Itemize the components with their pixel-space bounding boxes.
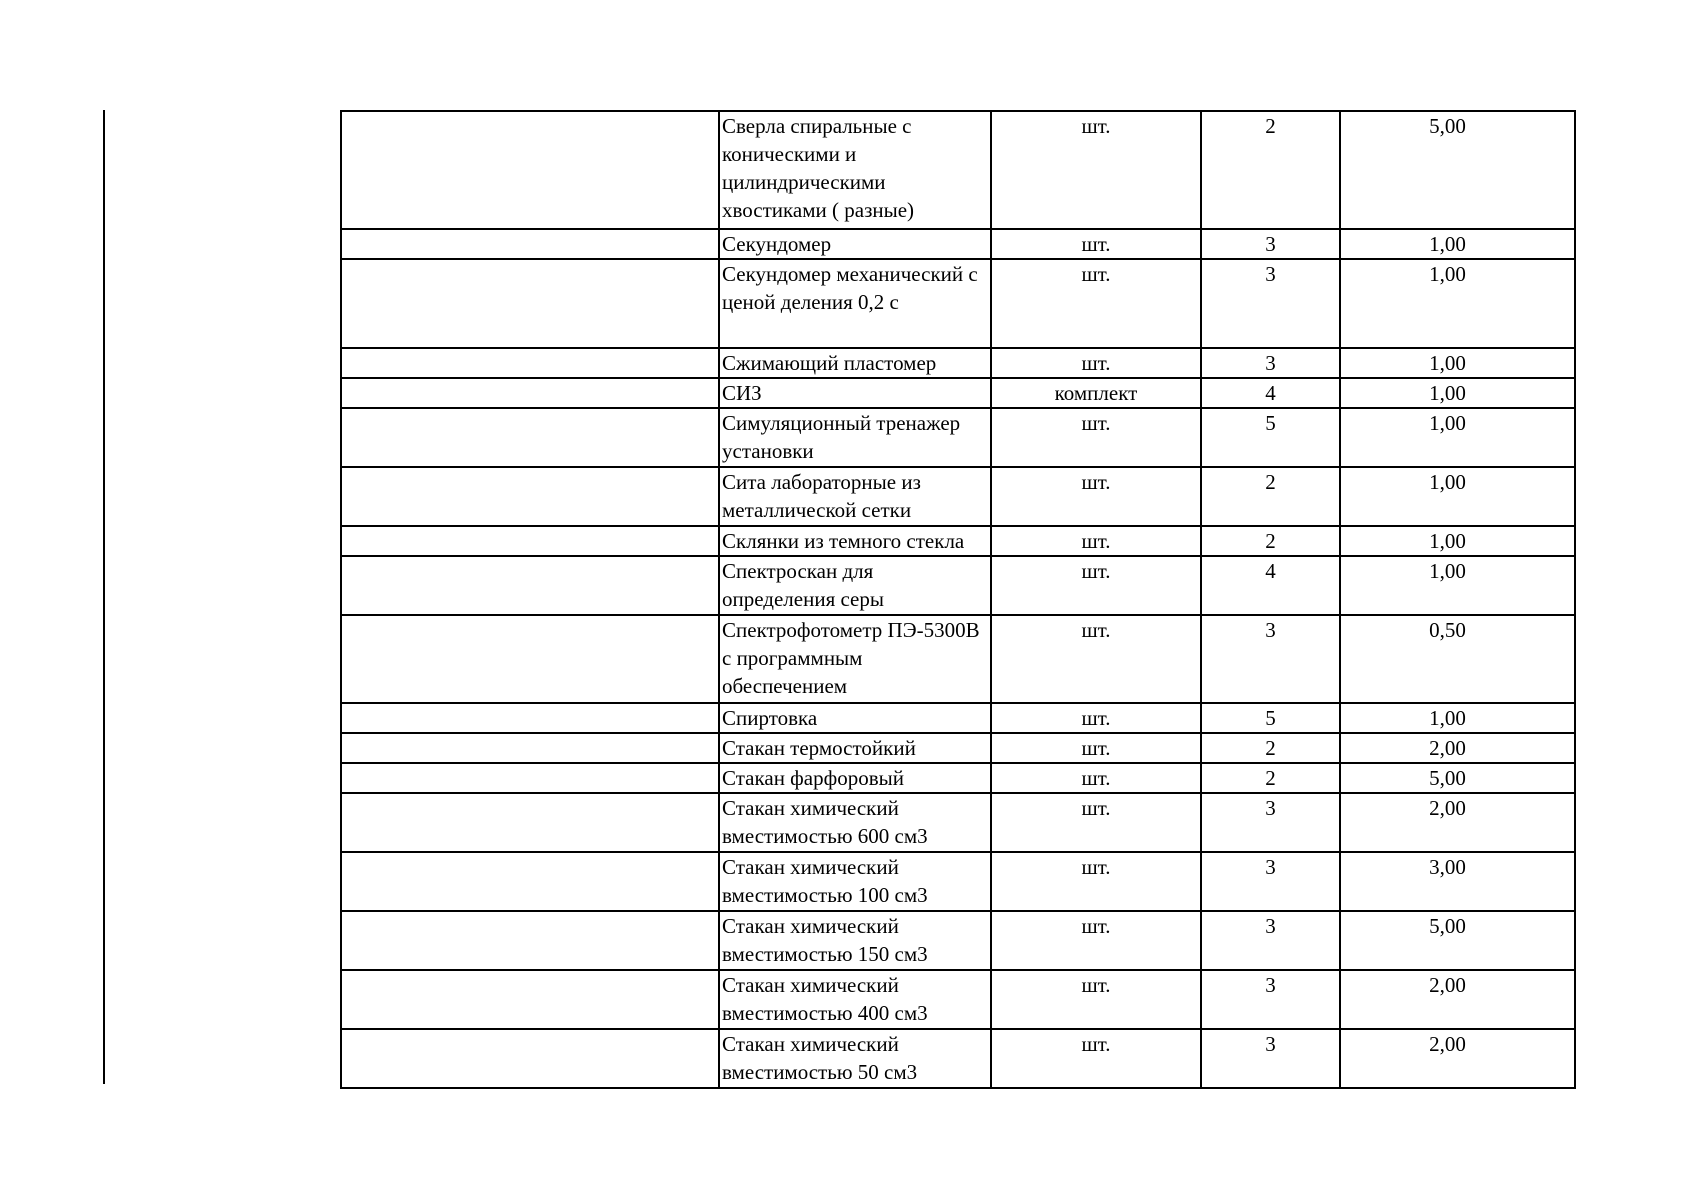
item-name-cell: СИЗ — [719, 378, 991, 408]
value-cell — [1340, 111, 1575, 229]
empty-cell — [341, 793, 719, 852]
quantity-cell: 2 — [1201, 763, 1340, 793]
quantity-cell: 4 — [1201, 556, 1340, 615]
unit-cell: комплект — [991, 378, 1201, 408]
value-text: 2,00 — [1429, 973, 1466, 997]
quantity-cell: 3 — [1201, 259, 1340, 348]
item-name-cell: Стакан химический вместимостью 150 см3 — [719, 911, 991, 970]
quantity-cell: 2 — [1201, 526, 1340, 556]
table-row — [341, 793, 1575, 852]
unit-cell: шт. — [991, 259, 1201, 348]
quantity-cell: 5 — [1201, 408, 1340, 467]
empty-cell — [341, 970, 719, 1029]
unit-cell: шт. — [991, 615, 1201, 703]
table-row — [341, 378, 1575, 408]
value-cell — [1340, 259, 1575, 348]
empty-cell — [341, 615, 719, 703]
item-name-cell: Стакан химический вместимостью 400 см3 — [719, 970, 991, 1029]
unit-cell: шт. — [991, 556, 1201, 615]
table-row — [341, 408, 1575, 467]
quantity-cell: 3 — [1201, 615, 1340, 703]
item-name-cell: Спектрофотометр ПЭ-5300В с программным обеспечением — [719, 615, 991, 703]
item-name-cell: Сита лабораторные из металлической сетки — [719, 467, 991, 526]
unit-cell: шт. — [991, 111, 1201, 229]
empty-cell — [341, 911, 719, 970]
quantity-cell: 2 — [1201, 467, 1340, 526]
empty-cell — [341, 378, 719, 408]
table-row — [341, 111, 1575, 229]
empty-cell — [341, 703, 719, 733]
quantity-cell: 3 — [1201, 793, 1340, 852]
value-cell — [1340, 526, 1575, 556]
value-text: 5,00 — [1429, 766, 1466, 790]
value-text: 1,00 — [1429, 351, 1466, 375]
value-cell — [1340, 556, 1575, 615]
quantity-cell: 3 — [1201, 1029, 1340, 1088]
table-row — [341, 348, 1575, 378]
value-cell — [1340, 733, 1575, 763]
table-row — [341, 733, 1575, 763]
value-text: 1,00 — [1429, 232, 1466, 256]
value-cell — [1340, 911, 1575, 970]
value-cell — [1340, 408, 1575, 467]
unit-cell: шт. — [991, 467, 1201, 526]
value-text: 1,00 — [1429, 529, 1466, 553]
item-name-cell: Сверла спиральные с коническими и цилиндрическими хвостиками ( разные) — [719, 111, 991, 229]
empty-cell — [341, 111, 719, 229]
empty-cell — [341, 348, 719, 378]
table-row — [341, 615, 1575, 703]
table-row — [341, 852, 1575, 911]
value-cell — [1340, 763, 1575, 793]
equipment-table — [340, 110, 1576, 1089]
value-cell — [1340, 793, 1575, 852]
item-name-cell: Склянки из темного стекла — [719, 526, 991, 556]
unit-cell: шт. — [991, 733, 1201, 763]
quantity-cell: 3 — [1201, 348, 1340, 378]
value-text: 1,00 — [1429, 381, 1466, 405]
quantity-cell: 3 — [1201, 911, 1340, 970]
value-text: 5,00 — [1429, 114, 1466, 138]
item-name-cell: Секундомер — [719, 229, 991, 259]
item-name-cell: Стакан химический вместимостью 50 см3 — [719, 1029, 991, 1088]
value-text: 5,00 — [1429, 914, 1466, 938]
value-text: 2,00 — [1429, 736, 1466, 760]
unit-cell: шт. — [991, 911, 1201, 970]
empty-cell — [341, 556, 719, 615]
table-row — [341, 229, 1575, 259]
quantity-cell: 3 — [1201, 852, 1340, 911]
table-row — [341, 556, 1575, 615]
quantity-cell: 2 — [1201, 111, 1340, 229]
value-text: 1,00 — [1429, 470, 1466, 494]
value-cell — [1340, 348, 1575, 378]
value-text: 1,00 — [1429, 559, 1466, 583]
value-text: 2,00 — [1429, 1032, 1466, 1056]
item-name-cell: Симуляционный тренажер установки — [719, 408, 991, 467]
value-text: 0,50 — [1429, 618, 1466, 642]
value-cell — [1340, 852, 1575, 911]
value-cell — [1340, 229, 1575, 259]
unit-cell: шт. — [991, 526, 1201, 556]
unit-cell: шт. — [991, 348, 1201, 378]
value-text: 2,00 — [1429, 796, 1466, 820]
item-name-cell: Секундомер механический с ценой деления 0,2 с — [719, 259, 991, 348]
value-cell — [1340, 703, 1575, 733]
empty-cell — [341, 229, 719, 259]
quantity-cell: 2 — [1201, 733, 1340, 763]
item-name-cell: Спиртовка — [719, 703, 991, 733]
table-row — [341, 970, 1575, 1029]
item-name-cell: Стакан химический вместимостью 600 см3 — [719, 793, 991, 852]
quantity-cell: 4 — [1201, 378, 1340, 408]
empty-cell — [341, 259, 719, 348]
equipment-table-body — [341, 111, 1575, 1088]
quantity-cell: 3 — [1201, 229, 1340, 259]
table-row — [341, 526, 1575, 556]
unit-cell: шт. — [991, 1029, 1201, 1088]
item-name-cell: Стакан химический вместимостью 100 см3 — [719, 852, 991, 911]
page-left-rule — [103, 110, 105, 1084]
item-name-cell: Сжимающий пластомер — [719, 348, 991, 378]
empty-cell — [341, 763, 719, 793]
value-cell — [1340, 970, 1575, 1029]
unit-cell: шт. — [991, 970, 1201, 1029]
empty-cell — [341, 526, 719, 556]
value-text: 3,00 — [1429, 855, 1466, 879]
quantity-cell: 3 — [1201, 970, 1340, 1029]
table-row — [341, 911, 1575, 970]
empty-cell — [341, 1029, 719, 1088]
value-text: 1,00 — [1429, 262, 1466, 286]
value-cell — [1340, 1029, 1575, 1088]
unit-cell: шт. — [991, 229, 1201, 259]
value-cell — [1340, 378, 1575, 408]
empty-cell — [341, 852, 719, 911]
item-name-cell: Стакан фарфоровый — [719, 763, 991, 793]
unit-cell: шт. — [991, 852, 1201, 911]
value-cell — [1340, 615, 1575, 703]
table-row — [341, 1029, 1575, 1088]
empty-cell — [341, 467, 719, 526]
value-cell — [1340, 467, 1575, 526]
table-row — [341, 259, 1575, 348]
unit-cell: шт. — [991, 793, 1201, 852]
item-name-cell: Стакан термостойкий — [719, 733, 991, 763]
unit-cell: шт. — [991, 703, 1201, 733]
quantity-cell: 5 — [1201, 703, 1340, 733]
value-text: 1,00 — [1429, 411, 1466, 435]
item-name-cell: Спектроскан для определения серы — [719, 556, 991, 615]
table-row — [341, 703, 1575, 733]
value-text: 1,00 — [1429, 706, 1466, 730]
table-row — [341, 763, 1575, 793]
table-row — [341, 467, 1575, 526]
unit-cell: шт. — [991, 763, 1201, 793]
unit-cell: шт. — [991, 408, 1201, 467]
empty-cell — [341, 408, 719, 467]
empty-cell — [341, 733, 719, 763]
